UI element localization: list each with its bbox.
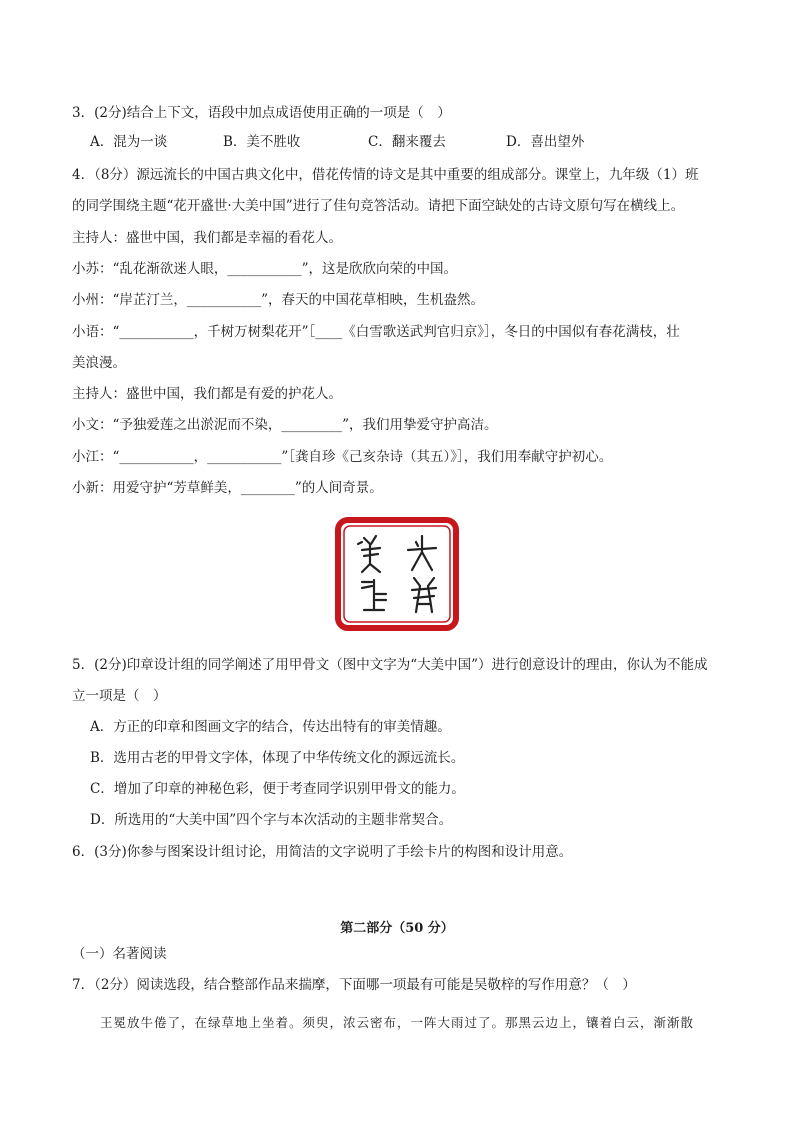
q5-stem-line2: 立一项是（ ） (72, 688, 167, 704)
q7-excerpt: 王冕放牛倦了，在绿草地上坐着。须臾，浓云密布，一阵大雨过了。那黑云边上，镶着白云，渐渐散 (100, 1015, 695, 1030)
q5-option-d[interactable]: D．所选用的“大美中国”四个字与本次活动的主题非常契合。 (90, 812, 453, 828)
q4-xiaoyu-line1: 小语：“___________，千树万树梨花开”［____《白雪歌送武判官归京》］，冬日的中国似有春花满枝，壮 (72, 324, 680, 340)
q4-host-line2: 主持人：盛世中国，我们都是有爱的护花人。 (72, 386, 342, 402)
q4-xiaowen-line: 小文：“予独爱莲之出淤泥而不染，_________”，我们用挚爱守护高洁。 (72, 417, 498, 433)
part2-subsection-heading: （一）名著阅读 (72, 946, 167, 962)
q5-option-c[interactable]: C．增加了印章的神秘色彩，便于考查同学识别甲骨文的能力。 (90, 781, 465, 797)
q3-option-c[interactable]: C．翻来覆去 (368, 134, 446, 150)
q3-options (90, 133, 710, 151)
q4-xiaozhou-line: 小州：“岸芷汀兰，___________”，春天的中国花草相映，生机盎然。 (72, 292, 485, 308)
q4-stem-line2: 的同学围绕主题“花开盛世·大美中国”进行了佳句竞答活动。请把下面空缺处的古诗文原句写在横线上。 (72, 198, 685, 214)
q4-xiaojiang-line: 小江：“___________，___________”［龚自珍《己亥杂诗（其五）》］，我们用奉献守护初心。 (72, 449, 613, 465)
q3-stem: 3．(2分)结合上下文，语段中加点成语使用正确的一项是（ ） (72, 105, 451, 121)
q4-xiaosu-line: 小苏：“乱花渐欲迷人眼，___________”，这是欣欣向荣的中国。 (72, 261, 458, 277)
oracle-bone-seal-image (334, 516, 460, 632)
q5-option-b[interactable]: B．选用古老的甲骨文字体，体现了中华传统文化的源远流长。 (90, 750, 465, 766)
q4-host-line1: 主持人：盛世中国，我们都是幸福的看花人。 (72, 230, 342, 246)
q6-stem: 6．(3分)你参与图案设计组讨论，用简洁的文字说明了手绘卡片的构图和设计用意。 (72, 844, 573, 860)
q3-option-a[interactable]: A．混为一谈 (90, 134, 168, 150)
q7-stem: 7．（2分）阅读选段，结合整部作品来揣摩，下面哪一项最有可能是吴敬梓的写作用意？（ ） (72, 977, 636, 993)
oracle-glyph-zhong (362, 580, 386, 610)
q5-option-a[interactable]: A．方正的印章和图画文字的结合，传达出特有的审美情趣。 (90, 719, 451, 735)
oracle-glyph-da (408, 536, 436, 570)
q5-stem-line1: 5．(2分)印章设计组的同学阐述了用甲骨文（图中文字为“大美中国”）进行创意设计的理由，你认为不能成 (72, 657, 708, 673)
q4-xiaoxin-line: 小新：用爱守护“芳草鲜美，________”的人间奇景。 (72, 480, 383, 496)
part2-title: 第二部分（50 分） (340, 921, 454, 936)
q3-option-b[interactable]: B．美不胜收 (223, 134, 301, 150)
q4-stem-line1: 4．（8分）源远流长的中国古典文化中，借花传情的诗文是其中重要的组成部分。课堂上，九年级（1）班 (72, 167, 699, 183)
oracle-glyph-guo (412, 578, 436, 612)
q3-option-d[interactable]: D．喜出望外 (506, 134, 585, 150)
oracle-glyph-mei (358, 536, 380, 572)
q4-xiaoyu-line2: 美浪漫。 (72, 355, 126, 371)
